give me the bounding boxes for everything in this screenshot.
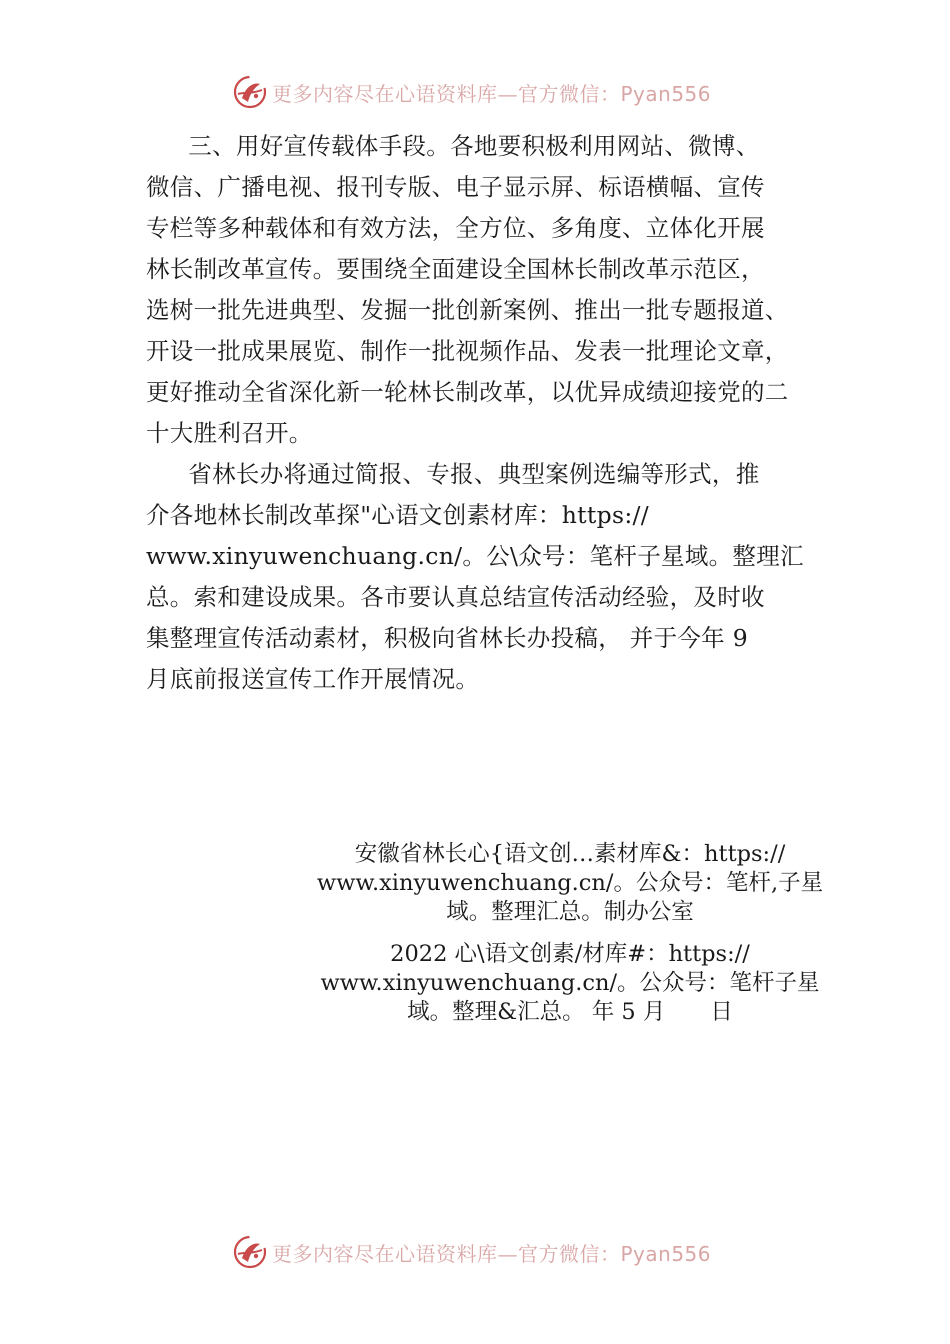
header-watermark <box>232 72 752 112</box>
paragraph-line: 十大胜利召开。 <box>146 419 313 447</box>
paragraph-line: 专栏等多种载体和有效方法，全方位、多角度、立体化开展 <box>146 214 765 242</box>
signature-line: www.xinyuwenchuang.cn/。公众号：笔杆,子星 <box>316 870 824 896</box>
signature-line: 域。整理汇总。制办公室 <box>446 899 694 925</box>
signature-date <box>290 940 850 1027</box>
paragraph-line: 选树一批先进典型、发掘一批创新案例、推出一批专题报道、 <box>146 296 789 324</box>
signature-line: 2022 心\语文创素/材库#：https:// <box>390 941 750 967</box>
signature-line: www.xinyuwenchuang.cn/。公众号：笔杆子星 <box>320 970 820 996</box>
paragraph-line: 总。索和建设成果。各市要认真总结宣传活动经验，及时收 <box>146 583 765 611</box>
paragraph-line: 集整理宣传活动素材，积极向省林长办投稿， 并于今年 9 <box>146 624 748 652</box>
paragraph-line: 林长制改革宣传。要围绕全面建设全国林长制改革示范区， <box>146 255 765 283</box>
document-body <box>146 126 810 700</box>
xinyu-logo-icon <box>232 74 268 110</box>
paragraph-line: 月底前报送宣传工作开展情况。 <box>146 665 480 693</box>
paragraph-2 <box>146 454 810 700</box>
watermark-text: 更多内容尽在心语资料库—官方微信：Pyan556 <box>272 81 712 106</box>
paragraph-line: www.xinyuwenchuang.cn/。公\众号：笔杆子星域。整理汇 <box>146 542 804 570</box>
paragraph-line: 省林长办将通过简报、专报、典型案例选编等形式，推 <box>188 460 760 488</box>
signature-organization <box>290 840 850 927</box>
signature-line: 域。整理&汇总。 年 5 月 日 <box>407 999 733 1025</box>
paragraph-line: 微信、广播电视、报刊专版、电子显示屏、标语横幅、宣传 <box>146 173 765 201</box>
paragraph-line: 介各地林长制改革探"心语文创素材库：https:// <box>146 501 649 529</box>
paragraph-line: 更好推动全省深化新一轮林长制改革，以优异成绩迎接党的二 <box>146 378 789 406</box>
paragraph-1 <box>146 126 810 454</box>
signature-line: 安徽省林长心{语文创…素材库&：https:// <box>354 841 786 867</box>
watermark-text: 更多内容尽在心语资料库—官方微信：Pyan556 <box>272 1241 712 1266</box>
paragraph-line: 三、用好宣传载体手段。各地要积极利用网站、微博、 <box>188 132 760 160</box>
xinyu-logo-icon <box>232 1234 268 1270</box>
footer-watermark <box>232 1232 752 1272</box>
paragraph-line: 开设一批成果展览、制作一批视频作品、发表一批理论文章， <box>146 337 789 365</box>
